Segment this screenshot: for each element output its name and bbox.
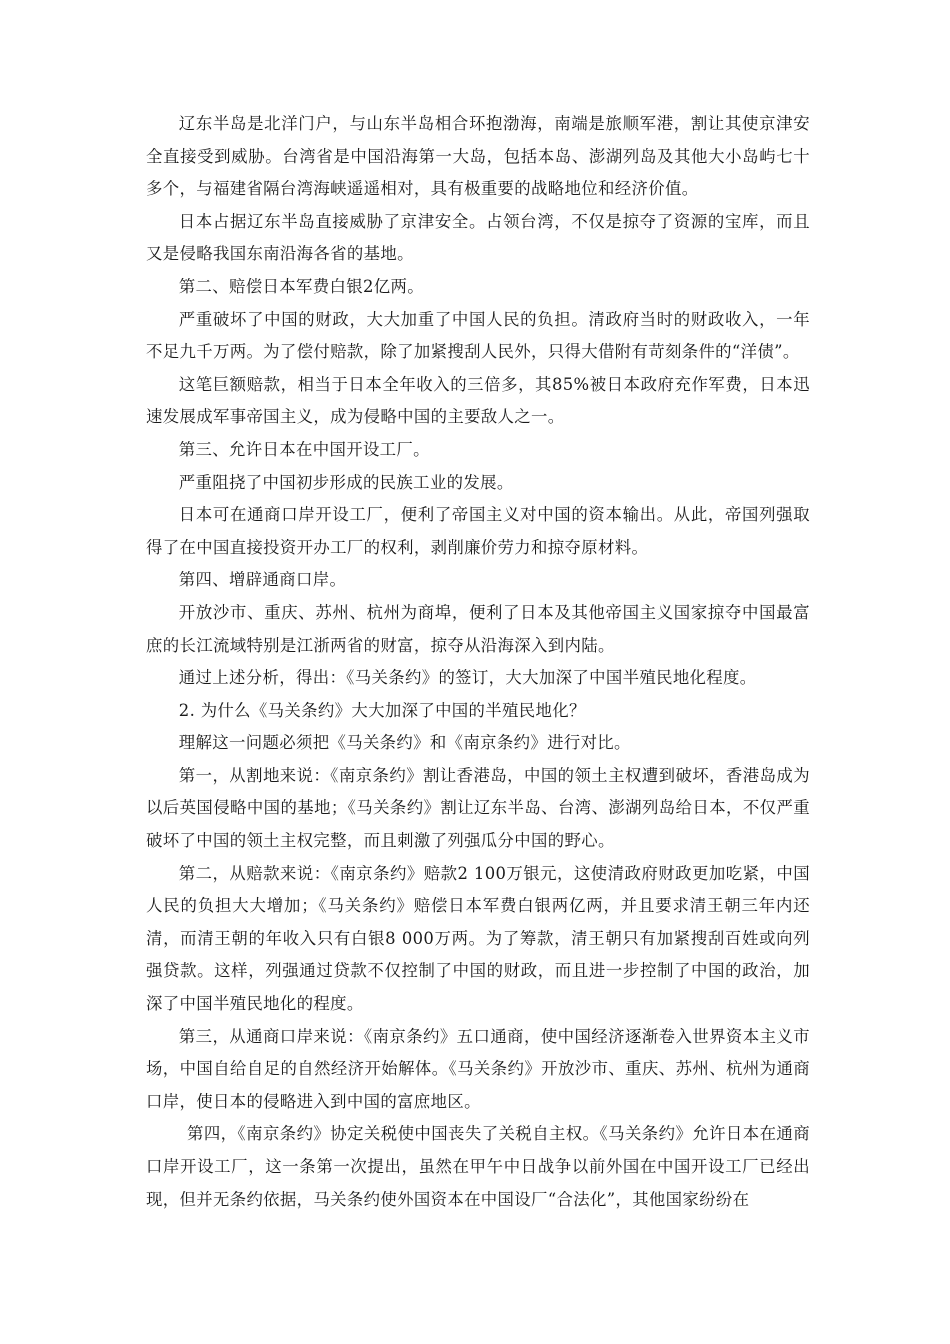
paragraph: 第三、允许日本在中国开设工厂。 [178, 439, 430, 459]
paragraph: 这笔巨额赔款，相当于日本全年收入的三倍多，其85%被日本政府充作军费，日本迅速发展成军事帝国主义，成为侵略中国的主要敌人之一。 [146, 374, 810, 427]
paragraph: 日本可在通商口岸开设工厂，便利了帝国主义对中国的资本输出。从此，帝国列强取得了在中国直接投资开办工厂的权利，剥削廉价劳力和掠夺原材料。 [146, 505, 810, 557]
paragraph: 第三，从通商口岸来说：《南京条约》五口通商，使中国经济逐渐卷入世界资本主义市场，中国自给自足的自然经济开始解体。《马关条约》开放沙市、重庆、苏州、杭州为通商口岸，使日本的侵略进入到中国的富庶地区。 [146, 1026, 810, 1111]
paragraph: 2. 为什么《马关条约》大大加深了中国的半殖民地化？ [178, 700, 586, 720]
paragraph: 第四、增辟通商口岸。 [178, 570, 347, 590]
paragraph: 通过上述分析，得出：《马关条约》的签订，大大加深了中国半殖民地化程度。 [178, 668, 757, 688]
paragraph: 开放沙市、重庆、苏州、杭州为商埠，便利了日本及其他帝国主义国家掠夺中国最富庶的长江流域特别是江浙两省的财富，掠夺从沿海深入到内陆。 [146, 602, 810, 655]
paragraph: 理解这一问题必须把《马关条约》和《南京条约》进行对比。 [178, 733, 631, 753]
paragraph: 日本占据辽东半岛直接威胁了京津安全。占领台湾，不仅是掠夺了资源的宝库，而且又是侵略我国东南沿海各省的基地。 [146, 211, 810, 264]
paragraph: 第二、赔偿日本军费白银2亿两。 [178, 276, 424, 296]
paragraph: 严重破坏了中国的财政，大大加重了中国人民的负担。清政府当时的财政收入，一年不足九千万两。为了偿付赔款，除了加紧搜刮人民外，只得大借附有苛刻条件的“洋债”。 [146, 309, 810, 362]
paragraph: 严重阻挠了中国初步形成的民族工业的发展。 [178, 472, 514, 492]
paragraph: 辽东半岛是北洋门户，与山东半岛相合环抱渤海，南端是旅顺军港，割让其使京津安全直接受到威胁。台湾省是中国沿海第一大岛，包括本岛、澎湖列岛及其他大小岛屿七十多个，与福建省隔台湾海峡遥遥相对，具有极重要的战略地位和经济价值。 [146, 114, 810, 199]
document-body [146, 108, 810, 1216]
paragraph: 第四，《南京条约》协定关税使中国丧失了关税自主权。《马关条约》允许日本在通商口岸开设工厂，这一条第一次提出，虽然在甲午中日战争以前外国在中国开设工厂已经出现，但并无条约依据，马关条约使外国资本在中国设厂“合法化”，其他国家纷纷在 [146, 1124, 810, 1209]
paragraph: 第一，从割地来说：《南京条约》割让香港岛，中国的领土主权遭到破坏，香港岛成为以后英国侵略中国的基地；《马关条约》割让辽东半岛、台湾、澎湖列岛给日本，不仅严重破坏了中国的领土主权完整，而且刺激了列强瓜分中国的野心。 [146, 765, 810, 851]
paragraph: 第二，从赔款来说：《南京条约》赔款2 100万银元，这使清政府财政更加吃紧，中国人民的负担大大增加；《马关条约》赔偿日本军费白银两亿两，并且要求清王朝三年内还清，而清王朝的年收入只有白银8 000万两。为了筹款，清王朝只有加紧搜刮百姓或向列强贷款。这样，列强通过贷款不仅控制了中国的财政，而且进一步控制了中国的政治，加深了中国半殖民地化的程度。 [146, 863, 810, 1014]
